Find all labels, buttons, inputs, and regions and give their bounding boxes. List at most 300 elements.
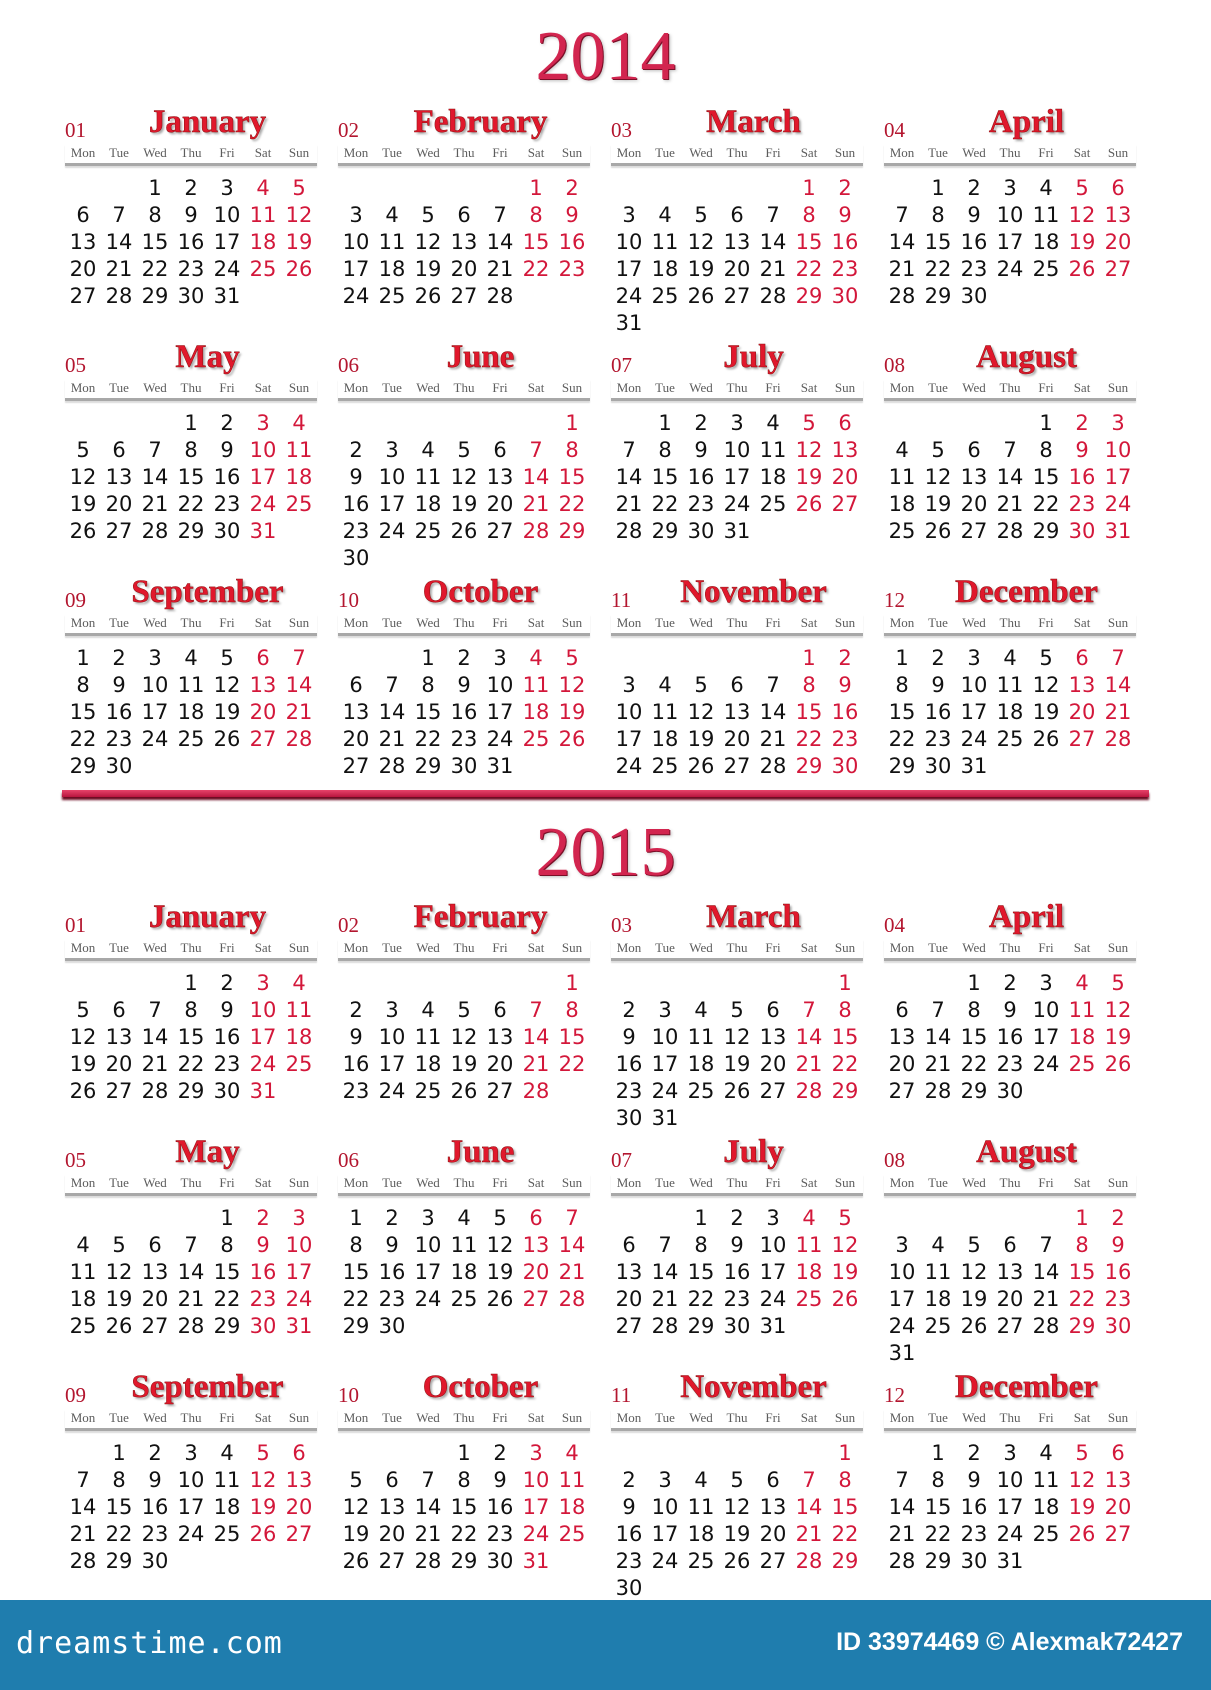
day-grid: [338, 1205, 590, 1340]
day-cell: 4: [421, 438, 435, 462]
weekday-header-row: [611, 144, 863, 166]
weekday-label: Wed: [416, 1410, 440, 1425]
weekday-label: Mon: [70, 1175, 96, 1190]
day-cell: 26: [1104, 1052, 1132, 1076]
month-name: September: [131, 574, 284, 610]
day-cell: 5: [694, 673, 708, 697]
day-cell: 7: [1111, 646, 1125, 670]
day-cell: 8: [802, 203, 816, 227]
footer-bar: [0, 1600, 1211, 1690]
day-cell: 15: [831, 1025, 859, 1049]
month-number: 12: [884, 588, 905, 612]
weekday-header-row: [65, 1174, 317, 1196]
day-cell: 16: [213, 465, 241, 489]
weekday-header-row: [884, 144, 1136, 166]
weekday-label: Sun: [288, 1410, 310, 1425]
day-cell: 23: [960, 257, 988, 281]
weekday-label: Tue: [928, 940, 948, 955]
day-cell: 3: [622, 203, 636, 227]
day-cell: 13: [759, 1495, 787, 1519]
day-cell: 6: [457, 203, 471, 227]
weekday-label: Wed: [689, 380, 713, 395]
day-cell: 30: [378, 1314, 406, 1338]
month-number: 04: [884, 118, 905, 142]
day-cell: 23: [831, 727, 859, 751]
day-cell: 18: [522, 700, 550, 724]
day-cell: 27: [450, 284, 478, 308]
day-cell: 4: [1003, 646, 1017, 670]
day-cell: 10: [249, 438, 277, 462]
day-cell: 7: [565, 1206, 579, 1230]
day-cell: 10: [996, 1468, 1024, 1492]
month-name: October: [422, 1369, 539, 1405]
day-cell: 30: [831, 284, 859, 308]
day-cell: 19: [723, 1052, 751, 1076]
day-cell: 18: [285, 465, 313, 489]
day-cell: 17: [378, 1052, 406, 1076]
day-cell: 20: [105, 492, 133, 516]
day-cell: 6: [493, 998, 507, 1022]
weekday-label: Tue: [655, 380, 675, 395]
day-cell: 7: [802, 1468, 816, 1492]
day-cell: 20: [522, 1260, 550, 1284]
day-cell: 2: [1111, 1206, 1125, 1230]
weekday-label: Thu: [180, 1175, 202, 1190]
month-name: March: [706, 899, 801, 935]
day-cell: 11: [285, 438, 313, 462]
day-cell: 20: [249, 700, 277, 724]
day-grid: [611, 410, 863, 545]
day-cell: 13: [249, 673, 277, 697]
day-cell: 21: [924, 1052, 952, 1076]
day-cell: 16: [924, 700, 952, 724]
day-cell: 5: [457, 438, 471, 462]
day-cell: 17: [378, 492, 406, 516]
month-header: [878, 1130, 1151, 1174]
day-cell: 8: [802, 673, 816, 697]
day-cell: 12: [69, 465, 97, 489]
day-cell: 26: [723, 1079, 751, 1103]
weekday-label: Thu: [180, 615, 202, 630]
weekday-label: Thu: [453, 1410, 475, 1425]
day-cell: 13: [141, 1260, 169, 1284]
day-cell: 8: [76, 673, 90, 697]
day-cell: 19: [687, 727, 715, 751]
day-cell: 24: [378, 519, 406, 543]
day-grid: [611, 1205, 863, 1340]
day-cell: 16: [996, 1025, 1024, 1049]
weekday-header-row: [611, 1174, 863, 1196]
day-cell: 6: [148, 1233, 162, 1257]
weekday-label: Sun: [834, 1175, 856, 1190]
day-cell: 21: [177, 1287, 205, 1311]
day-cell: 3: [730, 411, 744, 435]
day-cell: 27: [723, 754, 751, 778]
month-february-2014: [332, 100, 605, 335]
month-number: 11: [611, 1383, 632, 1407]
day-cell: 3: [1039, 971, 1053, 995]
day-cell: 29: [141, 284, 169, 308]
day-cell: 23: [177, 257, 205, 281]
day-cell: 7: [622, 438, 636, 462]
month-april-2014: [878, 100, 1151, 335]
day-cell: 3: [256, 411, 270, 435]
day-cell: 12: [687, 230, 715, 254]
day-cell: 9: [112, 673, 126, 697]
day-cell: 7: [493, 203, 507, 227]
day-cell: 1: [895, 646, 909, 670]
month-header: [605, 100, 878, 144]
day-cell: 5: [112, 1233, 126, 1257]
day-cell: 20: [723, 727, 751, 751]
day-cell: 21: [285, 700, 313, 724]
month-october-2015: [332, 1365, 605, 1600]
weekday-label: Tue: [655, 615, 675, 630]
day-cell: 24: [141, 727, 169, 751]
day-cell: 28: [1104, 727, 1132, 751]
day-cell: 10: [522, 1468, 550, 1492]
weekday-label: Fri: [492, 1410, 508, 1425]
day-cell: 17: [996, 230, 1024, 254]
month-name: May: [175, 1134, 240, 1170]
weekday-label: Sat: [254, 1410, 272, 1425]
day-cell: 25: [888, 519, 916, 543]
day-cell: 9: [184, 203, 198, 227]
day-cell: 10: [414, 1233, 442, 1257]
day-cell: 1: [931, 176, 945, 200]
day-cell: 20: [1104, 230, 1132, 254]
day-cell: 15: [69, 700, 97, 724]
day-cell: 3: [967, 646, 981, 670]
day-cell: 9: [565, 203, 579, 227]
day-cell: 20: [831, 465, 859, 489]
day-cell: 2: [349, 438, 363, 462]
day-cell: 7: [112, 203, 126, 227]
weekday-label: Thu: [453, 380, 475, 395]
day-cell: 30: [960, 1549, 988, 1573]
day-cell: 26: [450, 519, 478, 543]
day-cell: 26: [960, 1314, 988, 1338]
day-cell: 6: [895, 998, 909, 1022]
weekday-label: Mon: [616, 615, 642, 630]
month-april-2015: [878, 895, 1151, 1130]
day-cell: 18: [558, 1495, 586, 1519]
day-cell: 14: [285, 673, 313, 697]
day-cell: 11: [69, 1260, 97, 1284]
day-cell: 30: [105, 754, 133, 778]
day-cell: 5: [493, 1206, 507, 1230]
day-cell: 21: [888, 257, 916, 281]
day-grid: [884, 410, 1136, 545]
weekday-label: Wed: [962, 1410, 986, 1425]
day-cell: 18: [177, 700, 205, 724]
weekday-header-row: [884, 379, 1136, 401]
day-cell: 29: [795, 754, 823, 778]
day-cell: 8: [931, 203, 945, 227]
day-cell: 17: [960, 700, 988, 724]
day-grid: [65, 970, 317, 1105]
brand-logo[interactable]: dreamstime.com: [16, 1626, 283, 1661]
month-number: 10: [338, 588, 359, 612]
month-number: 11: [611, 588, 632, 612]
day-cell: 2: [622, 998, 636, 1022]
day-cell: 28: [888, 1549, 916, 1573]
day-cell: 16: [105, 700, 133, 724]
day-cell: 29: [177, 1079, 205, 1103]
day-cell: 23: [687, 492, 715, 516]
month-name: August: [976, 339, 1077, 375]
weekday-label: Sun: [1107, 380, 1129, 395]
weekday-label: Wed: [416, 615, 440, 630]
day-cell: 12: [687, 700, 715, 724]
month-name: April: [988, 104, 1065, 140]
day-cell: 30: [1104, 1314, 1132, 1338]
day-cell: 13: [105, 465, 133, 489]
month-december-2015: [878, 1365, 1151, 1600]
weekday-label: Sat: [254, 145, 272, 160]
day-cell: 22: [687, 1287, 715, 1311]
day-cell: 25: [1032, 257, 1060, 281]
year-title-2015: 2015: [535, 814, 676, 891]
day-cell: 19: [414, 257, 442, 281]
day-cell: 11: [414, 1025, 442, 1049]
day-cell: 12: [1032, 673, 1060, 697]
day-cell: 4: [931, 1233, 945, 1257]
day-cell: 25: [687, 1079, 715, 1103]
day-cell: 1: [838, 971, 852, 995]
day-cell: 30: [831, 754, 859, 778]
day-cell: 16: [687, 465, 715, 489]
month-june-2015: [332, 1130, 605, 1365]
day-cell: 11: [558, 1468, 586, 1492]
month-number: 06: [338, 353, 359, 377]
month-name: February: [413, 104, 548, 140]
day-cell: 24: [960, 727, 988, 751]
day-cell: 27: [285, 1522, 313, 1546]
day-cell: 22: [177, 1052, 205, 1076]
weekday-label: Sat: [1073, 380, 1091, 395]
day-cell: 29: [960, 1079, 988, 1103]
day-cell: 18: [414, 492, 442, 516]
day-cell: 26: [69, 1079, 97, 1103]
weekday-label: Sun: [1107, 940, 1129, 955]
day-cell: 7: [421, 1468, 435, 1492]
day-cell: 21: [759, 257, 787, 281]
day-cell: 25: [414, 519, 442, 543]
weekday-label: Tue: [382, 1175, 402, 1190]
day-cell: 15: [414, 700, 442, 724]
day-cell: 17: [285, 1260, 313, 1284]
day-cell: 19: [1068, 230, 1096, 254]
day-cell: 28: [141, 1079, 169, 1103]
day-cell: 18: [651, 727, 679, 751]
weekday-label: Mon: [616, 940, 642, 955]
weekday-label: Fri: [219, 1410, 235, 1425]
day-cell: 10: [996, 203, 1024, 227]
day-cell: 14: [795, 1025, 823, 1049]
day-cell: 10: [378, 465, 406, 489]
weekday-label: Sun: [561, 380, 583, 395]
day-cell: 14: [105, 230, 133, 254]
month-february-2015: [332, 895, 605, 1130]
day-cell: 22: [960, 1052, 988, 1076]
day-cell: 7: [148, 998, 162, 1022]
day-cell: 21: [69, 1522, 97, 1546]
weekday-label: Wed: [416, 1175, 440, 1190]
day-cell: 26: [1032, 727, 1060, 751]
day-cell: 23: [213, 1052, 241, 1076]
day-cell: 9: [931, 673, 945, 697]
day-cell: 31: [213, 284, 241, 308]
day-cell: 6: [76, 203, 90, 227]
weekday-label: Sun: [561, 145, 583, 160]
day-cell: 2: [385, 1206, 399, 1230]
month-name: April: [988, 899, 1065, 935]
day-cell: 22: [795, 727, 823, 751]
day-cell: 27: [249, 727, 277, 751]
day-cell: 17: [141, 700, 169, 724]
day-cell: 20: [141, 1287, 169, 1311]
weekday-label: Sat: [1073, 145, 1091, 160]
weekday-label: Sun: [1107, 145, 1129, 160]
weekday-label: Fri: [492, 145, 508, 160]
day-cell: 12: [1104, 998, 1132, 1022]
day-cell: 9: [730, 1233, 744, 1257]
day-cell: 8: [895, 673, 909, 697]
day-cell: 8: [1075, 1233, 1089, 1257]
day-cell: 8: [421, 673, 435, 697]
day-cell: 18: [651, 257, 679, 281]
month-number: 05: [65, 1148, 86, 1172]
weekday-label: Thu: [999, 1410, 1021, 1425]
day-cell: 12: [342, 1495, 370, 1519]
day-cell: 22: [888, 727, 916, 751]
month-name: May: [175, 339, 240, 375]
day-cell: 6: [529, 1206, 543, 1230]
day-cell: 8: [565, 438, 579, 462]
day-cell: 23: [342, 519, 370, 543]
day-cell: 29: [558, 519, 586, 543]
day-cell: 19: [105, 1287, 133, 1311]
day-cell: 14: [996, 465, 1024, 489]
day-cell: 28: [996, 519, 1024, 543]
day-cell: 6: [112, 438, 126, 462]
day-cell: 3: [1003, 1441, 1017, 1465]
month-name: June: [446, 1134, 515, 1170]
weekday-label: Mon: [889, 1410, 915, 1425]
day-cell: 26: [414, 284, 442, 308]
day-cell: 20: [105, 1052, 133, 1076]
weekday-label: Sat: [800, 145, 818, 160]
day-cell: 28: [558, 1287, 586, 1311]
weekday-header-row: [65, 379, 317, 401]
day-cell: 15: [888, 700, 916, 724]
day-cell: 15: [831, 1495, 859, 1519]
weekday-label: Fri: [1038, 615, 1054, 630]
day-cell: 26: [1068, 257, 1096, 281]
day-cell: 30: [213, 1079, 241, 1103]
weekday-label: Sat: [254, 380, 272, 395]
day-cell: 8: [184, 998, 198, 1022]
day-cell: 5: [1039, 646, 1053, 670]
day-cell: 16: [1104, 1260, 1132, 1284]
month-number: 04: [884, 913, 905, 937]
day-cell: 1: [802, 176, 816, 200]
weekday-label: Mon: [70, 615, 96, 630]
day-cell: 7: [184, 1233, 198, 1257]
day-cell: 11: [1032, 203, 1060, 227]
weekday-label: Wed: [689, 1410, 713, 1425]
day-cell: 21: [1104, 700, 1132, 724]
day-cell: 27: [615, 1314, 643, 1338]
day-cell: 16: [249, 1260, 277, 1284]
weekday-label: Thu: [726, 145, 748, 160]
day-cell: 14: [141, 465, 169, 489]
day-cell: 13: [723, 230, 751, 254]
day-cell: 3: [1111, 411, 1125, 435]
weekday-label: Fri: [765, 1175, 781, 1190]
day-cell: 3: [658, 1468, 672, 1492]
day-cell: 14: [759, 700, 787, 724]
weekday-label: Fri: [1038, 145, 1054, 160]
day-cell: 20: [1068, 700, 1096, 724]
weekday-label: Sun: [1107, 615, 1129, 630]
day-cell: 16: [615, 1522, 643, 1546]
weekday-label: Fri: [219, 1175, 235, 1190]
weekday-label: Tue: [109, 145, 129, 160]
day-cell: 13: [1104, 203, 1132, 227]
month-name: October: [422, 574, 539, 610]
weekday-header-row: [884, 1409, 1136, 1431]
month-header: [332, 895, 605, 939]
day-cell: 6: [349, 673, 363, 697]
day-cell: 30: [249, 1314, 277, 1338]
day-cell: 2: [148, 1441, 162, 1465]
day-cell: 10: [249, 998, 277, 1022]
day-cell: 21: [795, 1522, 823, 1546]
day-cell: 23: [1104, 1287, 1132, 1311]
month-header: [332, 570, 605, 614]
day-grid: [65, 1440, 317, 1575]
day-cell: 1: [184, 411, 198, 435]
day-cell: 16: [615, 1052, 643, 1076]
day-cell: 28: [285, 727, 313, 751]
weekday-label: Wed: [962, 940, 986, 955]
weekday-header-row: [65, 1409, 317, 1431]
day-cell: 5: [76, 998, 90, 1022]
day-cell: 2: [457, 646, 471, 670]
day-cell: 7: [895, 1468, 909, 1492]
day-cell: 9: [838, 203, 852, 227]
day-cell: 10: [141, 673, 169, 697]
day-cell: 9: [493, 1468, 507, 1492]
day-cell: 28: [141, 519, 169, 543]
weekday-label: Mon: [889, 380, 915, 395]
day-cell: 7: [658, 1233, 672, 1257]
day-cell: 14: [486, 230, 514, 254]
weekday-label: Thu: [453, 1175, 475, 1190]
day-cell: 5: [256, 1441, 270, 1465]
day-cell: 29: [831, 1079, 859, 1103]
day-cell: 24: [486, 727, 514, 751]
day-cell: 6: [766, 1468, 780, 1492]
month-name: November: [680, 1369, 827, 1405]
day-cell: 31: [996, 1549, 1024, 1573]
day-grid: [611, 1440, 863, 1602]
day-cell: 20: [759, 1052, 787, 1076]
day-cell: 9: [1075, 438, 1089, 462]
day-cell: 9: [622, 1495, 636, 1519]
